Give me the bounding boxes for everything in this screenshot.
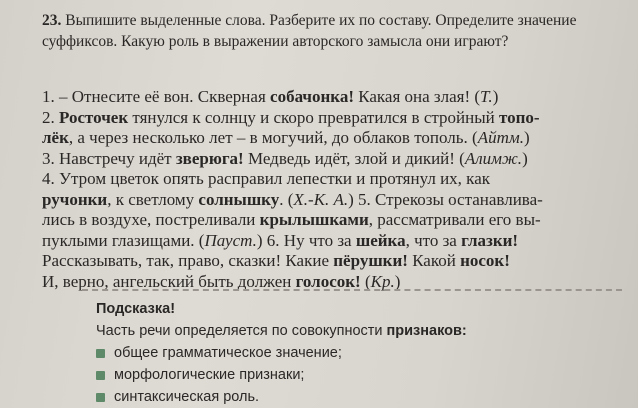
exercise-line xyxy=(42,87,627,108)
highlighted-word: топо- xyxy=(498,107,540,127)
square-bullet-icon xyxy=(96,371,105,380)
exercise-text-run: , к светлому xyxy=(107,189,199,209)
author-abbrev: Пауст. xyxy=(204,230,257,250)
exercise-line xyxy=(42,231,627,252)
highlighted-word: собачонка! xyxy=(270,87,354,106)
exercise-text-run: Рассказывать, так, право, сказки! Какие xyxy=(42,251,334,270)
exercise-line xyxy=(42,169,627,190)
highlighted-word: лёк xyxy=(42,128,69,147)
exercise-text-run: , что за xyxy=(405,230,462,250)
highlighted-word: солнышку xyxy=(198,189,280,209)
exercise-text-run: Какой xyxy=(407,251,461,270)
task-text: Выпишите выделенные слова. Разберите их по составу. Определите значение суффиксов. Какую роль в выражении авторского замысла они играют? xyxy=(42,12,577,50)
exercise-text-run: ) 5. Стрекозы останавлива- xyxy=(348,189,543,209)
hint-item-text: морфологические признаки; xyxy=(114,367,305,383)
hint-item-text: общее грамматическое значение; xyxy=(114,345,342,361)
exercise-text xyxy=(42,87,627,292)
hint-item-text: синтаксическая роль. xyxy=(114,389,260,405)
task-heading xyxy=(42,10,622,52)
exercise-line xyxy=(42,108,627,129)
hint-list-item xyxy=(96,364,616,386)
exercise-line xyxy=(42,190,627,211)
highlighted-word: ручонки xyxy=(42,189,108,209)
highlighted-word: Росточек xyxy=(59,107,129,127)
exercise-text-run: 4. Утром цветок опять расправил лепестки и протянул их, как xyxy=(42,169,490,188)
exercise-text-run: ) xyxy=(523,128,530,147)
author-abbrev: Т. xyxy=(480,87,493,106)
exercise-text-run: Какая она злая! ( xyxy=(353,87,481,106)
exercise-text-run: ) xyxy=(522,148,528,168)
exercise-text-run: 1. – Отнесите её вон. Скверная xyxy=(42,87,271,106)
exercise-text-run: , а через несколько лет – в могучий, до облаков тополь. ( xyxy=(68,128,478,147)
highlighted-word: пёрушки! xyxy=(333,251,408,270)
hint-title: Подсказка! xyxy=(96,301,176,317)
exercise-text-run: тянулся к солнцу и скоро превратился в стройный xyxy=(128,107,499,127)
exercise-text-run: ) 6. Ну что за xyxy=(256,230,356,250)
exercise-text-run: ( xyxy=(360,271,371,291)
exercise-text-run: 2. xyxy=(42,107,59,127)
author-abbrev: Алимж. xyxy=(464,148,523,168)
author-abbrev: Айтм. xyxy=(477,128,524,147)
exercise-text-run: ) xyxy=(492,87,499,106)
exercise-text-run: 3. Навстречу идёт xyxy=(42,148,176,168)
highlighted-word: зверюга! xyxy=(175,148,244,168)
author-abbrev: Х.-К. А. xyxy=(293,189,349,209)
hint-list xyxy=(96,342,616,408)
exercise-text-run: И, верно, ангельский быть должен xyxy=(42,271,296,291)
exercise-line xyxy=(42,251,627,272)
square-bullet-icon xyxy=(96,393,105,402)
hint-list-item xyxy=(96,386,616,408)
highlighted-word: крылышками xyxy=(259,210,369,229)
highlighted-word: носок! xyxy=(460,251,510,270)
exercise-text-run: Медведь идёт, злой и дикий! ( xyxy=(243,148,465,168)
exercise-text-run: пуклыми глазищами. ( xyxy=(42,230,205,250)
exercise-line xyxy=(42,149,627,170)
hint-lead-bold: признаков: xyxy=(386,323,467,339)
highlighted-word: шейка xyxy=(355,230,406,250)
hint-lead xyxy=(96,320,616,342)
task-number: 23. xyxy=(42,12,62,29)
hint-lead-text: Часть речи определяется по совокупности xyxy=(96,323,387,339)
highlighted-word: глазки! xyxy=(461,230,519,250)
exercise-text-run: , рассматривали его вы- xyxy=(368,210,541,229)
hint-box xyxy=(96,298,616,408)
exercise-line xyxy=(42,128,627,149)
exercise-text-run: лись в воздухе, постреливали xyxy=(42,210,260,229)
hint-list-item xyxy=(96,342,616,364)
exercise-line xyxy=(42,210,627,231)
exercise-text-run: . ( xyxy=(279,189,294,209)
divider xyxy=(82,289,622,291)
exercise-text-run: ) xyxy=(394,271,401,291)
highlighted-word: голосок! xyxy=(295,271,361,291)
square-bullet-icon xyxy=(96,349,105,358)
author-abbrev: Кр. xyxy=(370,271,395,291)
